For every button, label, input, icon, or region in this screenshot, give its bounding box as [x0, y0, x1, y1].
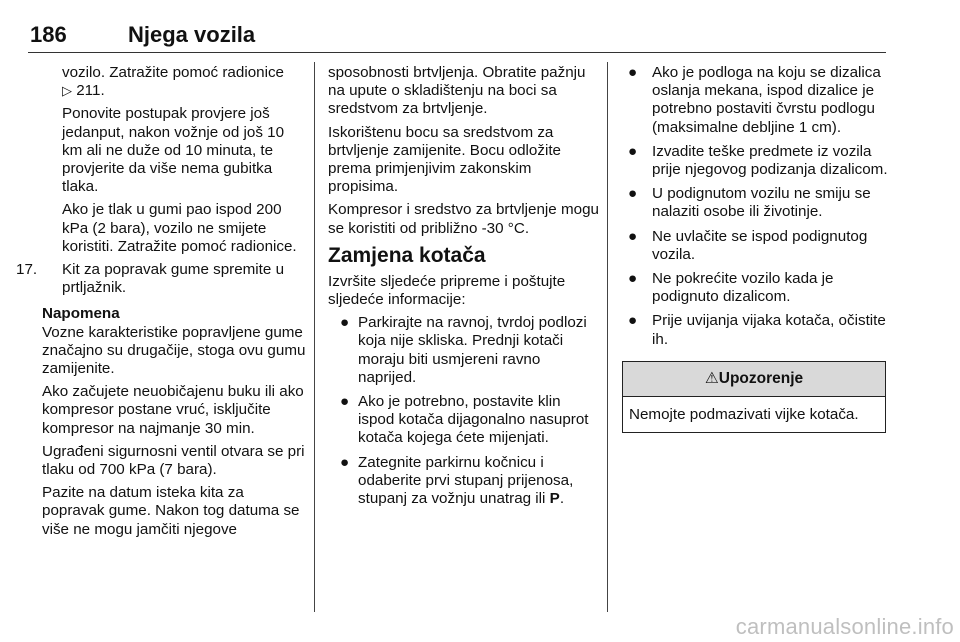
list-item: ● Zategnite parkirnu kočnicu i odaberite prvi stupanj prijenosa, stupanj za vožnju unatrag ili P.	[340, 453, 574, 508]
column-left	[16, 64, 306, 544]
warning-triangle-icon: ⚠	[704, 369, 719, 387]
column-divider	[607, 62, 608, 612]
paragraph: Ponovite postupak provjere još jedanput, nakon vožnje od još 10 km ali ne duže od 10 minuta, te provjerite da više nema gubitka tlaka.	[62, 105, 285, 196]
step-17	[16, 261, 306, 297]
paragraph: Iskorištenu bocu sa sredstvom za brtvljenje zamijenite. Bocu odložite prema primjenjivim zakonskim propisima.	[328, 123, 561, 196]
note-label: Napomena	[42, 305, 120, 323]
section-heading: Zamjena kotača	[328, 243, 486, 267]
warning-box	[622, 361, 886, 433]
list-item: ● Parkirajte na ravnoj, tvrdoj podlozi koja nije skliska. Prednji kotači moraju biti usmjereni ravno naprijed.	[340, 314, 587, 386]
bullet-icon: ●	[340, 453, 350, 471]
warning-header	[623, 362, 885, 397]
column-divider	[314, 62, 315, 612]
page-header	[28, 18, 886, 53]
step-continuation	[34, 64, 306, 256]
bullet-icon: ●	[340, 314, 350, 332]
note-body	[34, 324, 306, 539]
paragraph: Ako začujete neuobičajenu buku ili ako kompresor postane vruć, isključite kompresor na najmanje 30 min.	[42, 383, 304, 437]
warning-text: Nemojte podmazivati vijke kotača.	[629, 406, 859, 424]
list-item: ● Ne uvlačite se ispod podignutog vozila.	[628, 227, 868, 263]
list-item: ● Prije uvijanja vijaka kotača, očistite ih.	[628, 312, 886, 348]
watermark: carmanualsonline.info	[735, 614, 954, 639]
page-number: 186	[30, 22, 67, 47]
step-text: Kit za popravak gume spremite u prtljažnik.	[62, 261, 285, 297]
paragraph: Kompresor i sredstvo za brtvljenje mogu se koristiti od približno -30 °C.	[328, 201, 599, 237]
list-item: ● Izvadite teške predmete iz vozila prije njegovog podizanja dizalicom.	[628, 142, 888, 179]
list-item: ● Ako je potrebno, postavite klin ispod kotača dijagonalno nasuprot kotača kojega ćete mijenjati.	[340, 393, 589, 447]
bullet-icon: ●	[628, 185, 638, 203]
paragraph: vozilo. Zatražite pomoć radionice ▷ 211.	[62, 64, 285, 100]
paragraph: sposobnosti brtvljenja. Obratite pažnju na upute o skladištenju na boci sa sredstvom za brtvljenje.	[328, 64, 586, 118]
bullet-icon: ●	[628, 312, 638, 330]
paragraph: Ako je tlak u gumi pao ispod 200 kPa (2 bara), vozilo ne smijete koristiti. Zatražite pomoć radionice.	[62, 201, 297, 255]
bullet-icon: ●	[628, 270, 638, 288]
gear-p-label: P	[549, 490, 560, 508]
bullet-icon: ●	[340, 393, 350, 411]
step-number: 17.	[16, 261, 38, 279]
bullet-icon: ●	[628, 227, 638, 245]
list-item: ● Ako je podloga na koju se dizalica oslanja mekana, ispod dizalice je potrebno postaviti čvrstu podlogu (maksimalne debljine 1 cm).	[628, 64, 881, 136]
paragraph: Pazite na datum isteka kita za popravak gume. Nakon tog datuma se više ne mogu jamčiti njegove	[42, 484, 300, 538]
page-reference-link[interactable]: 211.	[76, 82, 105, 100]
list-item: ● U podignutom vozilu ne smiju se nalaziti osobe ili životinje.	[628, 185, 871, 221]
paragraph: Ugrađeni sigurnosni ventil otvara se pri tlaku od 700 kPa (7 bara).	[42, 442, 305, 479]
bullet-icon: ●	[628, 142, 638, 160]
column-right	[622, 64, 892, 433]
page-title: Njega vozila	[128, 22, 256, 47]
page-ref-arrow-icon: ▷	[62, 83, 72, 99]
list-item: ● Ne pokrećite vozilo kada je podignuto dizalicom.	[628, 270, 834, 306]
bullet-icon: ●	[628, 64, 638, 81]
paragraph: Vozne karakteristike popravljene gume značajno su drugačije, stoga ovu gumu zamijenite.	[42, 323, 306, 378]
warning-title: Upozorenje	[718, 369, 804, 387]
paragraph: Izvršite sljedeće pripreme i poštujte sljedeće informacije:	[328, 272, 566, 309]
column-middle	[328, 64, 600, 514]
